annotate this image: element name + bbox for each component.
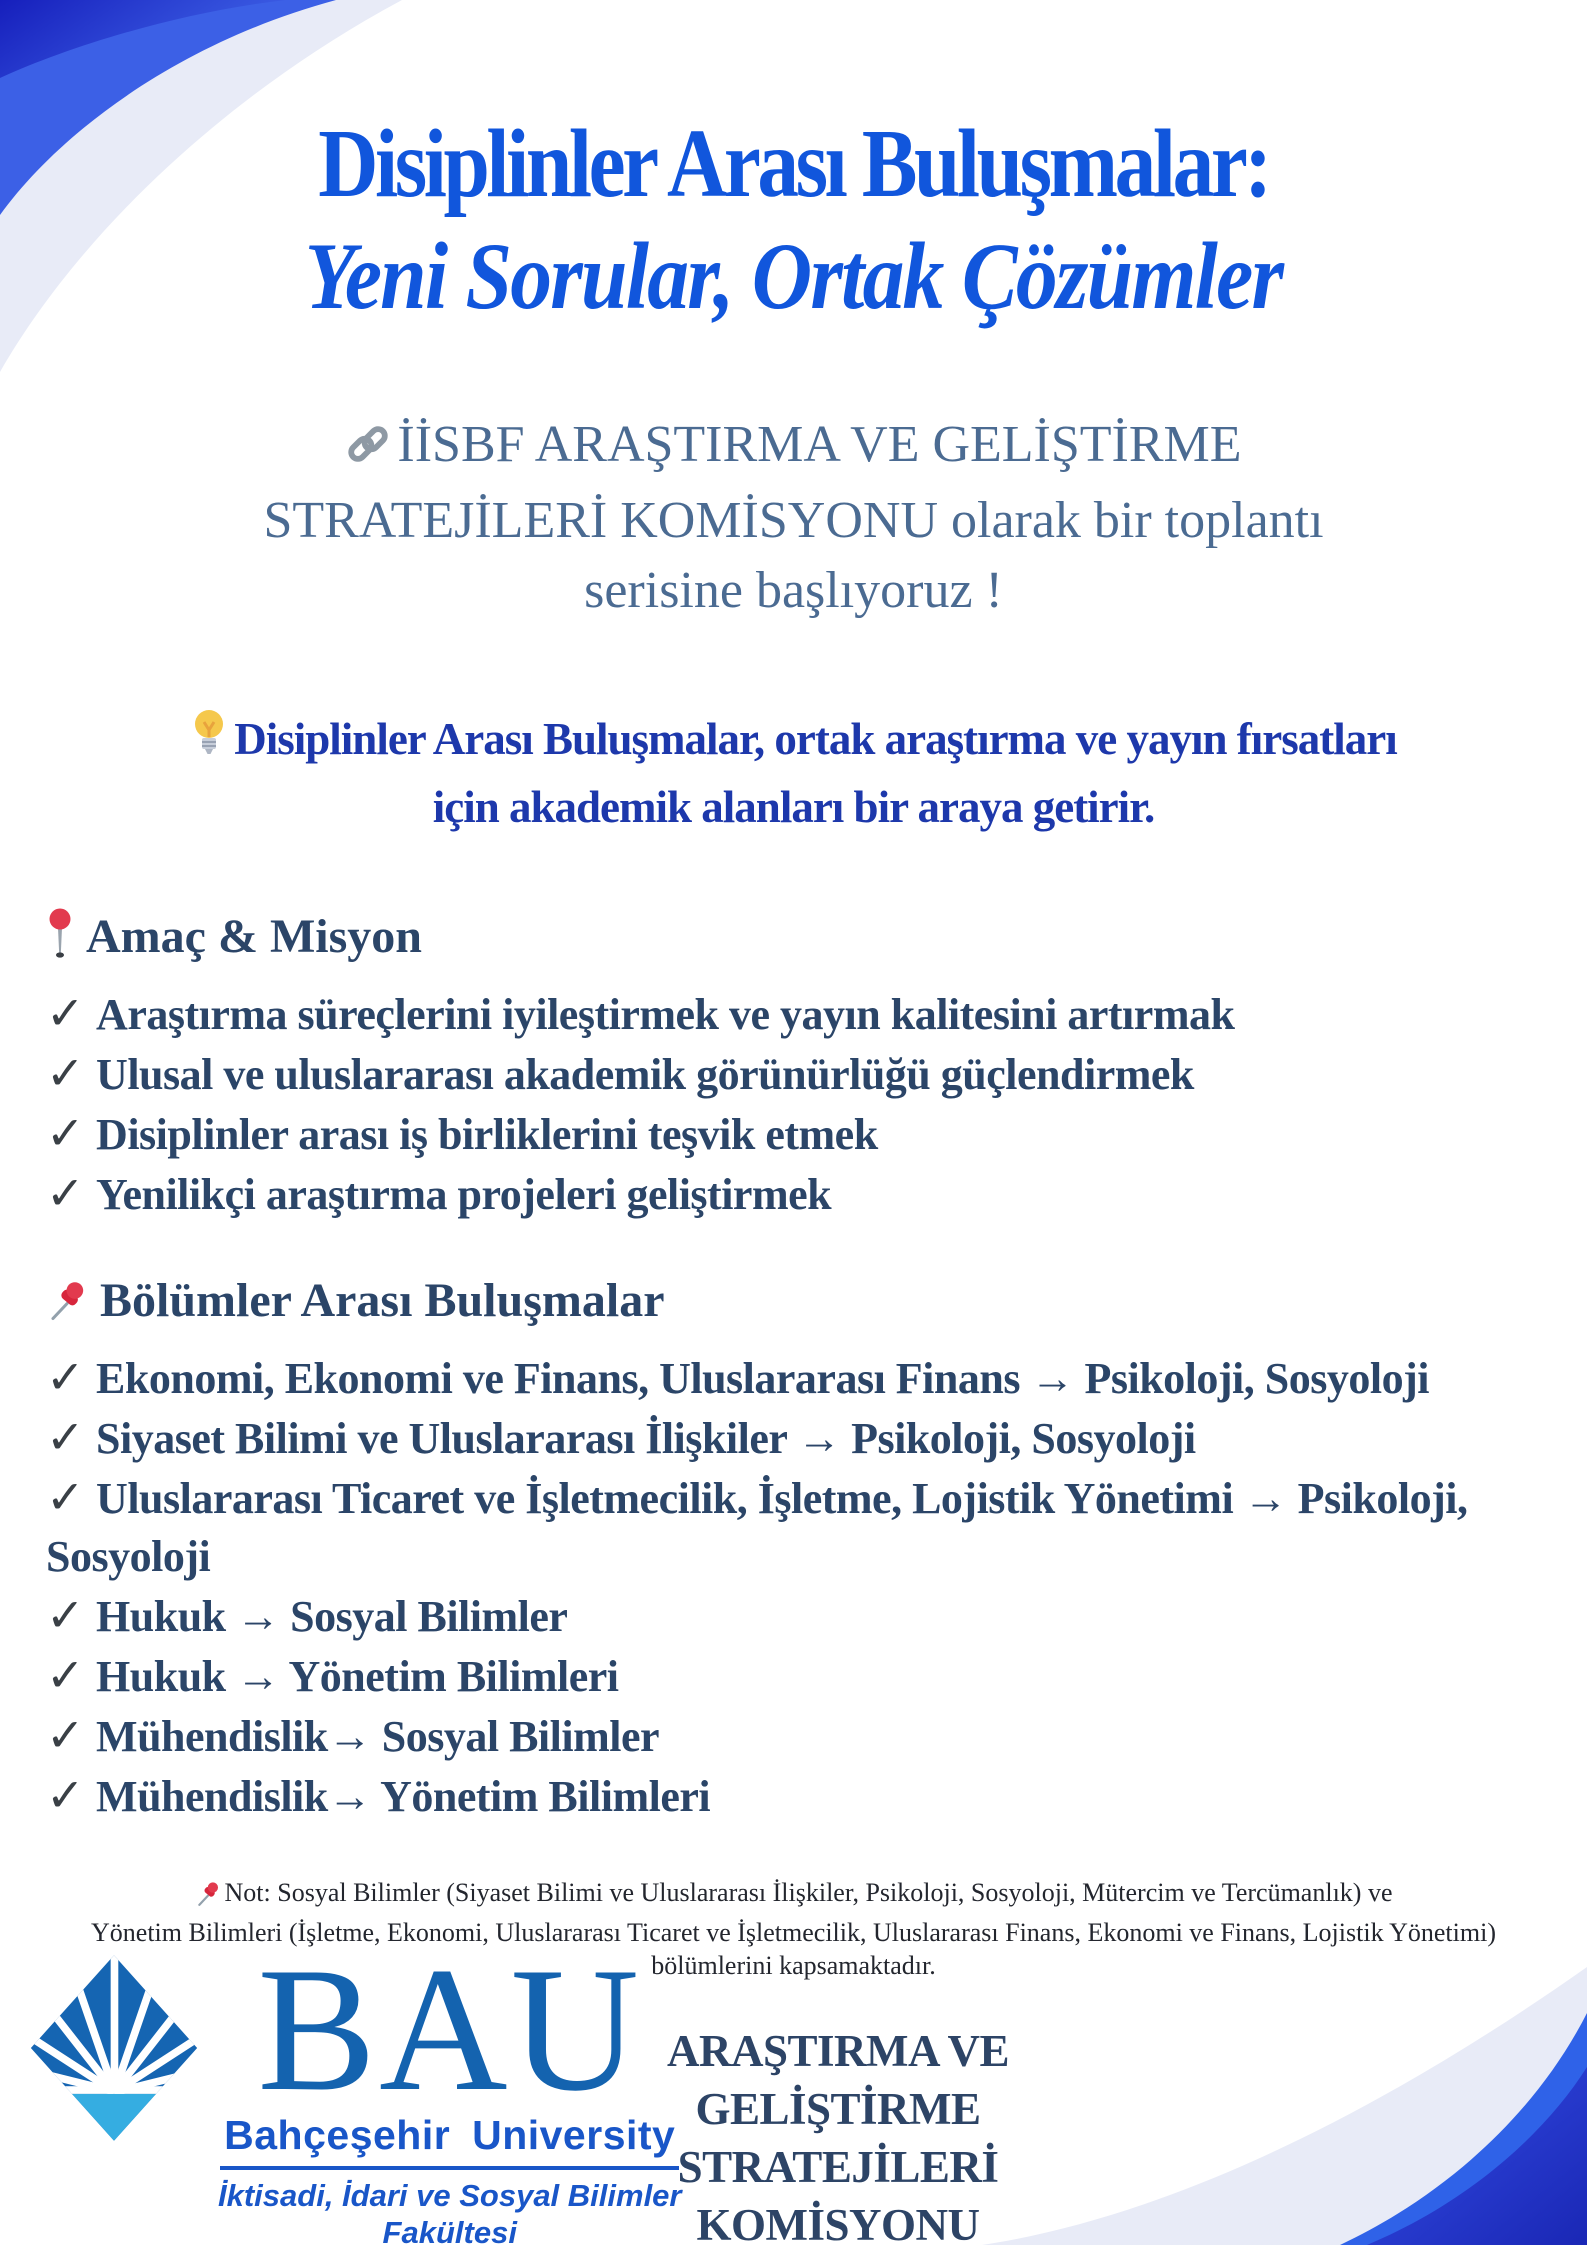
round-pushpin-icon [46, 908, 74, 974]
link-icon [345, 416, 391, 486]
mission-heading-label: Amaç & Misyon [86, 910, 422, 963]
highlight-line-1: Disiplinler Arası Buluşmalar, ortak araştırma ve yayın fırsatları [234, 714, 1397, 764]
meetings-item: ✓ Hukuk → Yönetim Bilimleri [46, 1648, 619, 1702]
meetings-item: ✓ Mühendislik→ Sosyal Bilimler [46, 1708, 660, 1762]
mission-section [46, 908, 1551, 1224]
meetings-heading [46, 1272, 1551, 1338]
intro-line-3: serisine başlıyoruz ! [584, 562, 1003, 619]
mission-item: ✓ Ulusal ve uluslararası akademik görünürlüğü güçlendirmek [46, 1046, 1194, 1100]
mission-item: ✓ Disiplinler arası iş birliklerini teşvik etmek [46, 1106, 878, 1160]
note-line-3: bölümlerini kapsamaktadır. [651, 1951, 936, 1980]
note-line-1: Not: Sosyal Bilimler (Siyaset Bilimi ve Uluslararası İlişkiler, Psikoloji, Sosyoloji, Mütercim ve Tercümanlık) ve [224, 1878, 1393, 1907]
lightbulb-icon [190, 708, 228, 776]
committee-title [598, 2022, 1078, 2245]
check-icon: ✓ [46, 1046, 85, 1100]
bau-acronym: BAU [257, 1930, 643, 2128]
pushpin-icon [46, 1278, 88, 1338]
bau-faculty-name: İktisadi, İdari ve Sosyal Bilimler Fakültesi [218, 2178, 682, 2245]
poster-title-line2: Yeni Sorular, Ortak Çözümler [304, 223, 1283, 329]
check-icon: ✓ [46, 1648, 85, 1702]
note-line-2: Yönetim Bilimleri (İşletme, Ekonomi, Uluslararası Ticaret ve İşletmecilik, Uluslararası Finans, Ekonomi ve Finans, Lojistik Yönetimi) [91, 1918, 1496, 1947]
check-icon: ✓ [46, 986, 85, 1040]
check-icon: ✓ [46, 1410, 85, 1464]
bau-logo [28, 1930, 682, 2245]
intro-line-1: İİSBF ARAŞTIRMA VE GELİŞTİRME [397, 416, 1242, 473]
mission-heading [46, 908, 1551, 974]
check-icon: ✓ [46, 1106, 85, 1160]
mission-item: ✓ Yenilikçi araştırma projeleri geliştirmek [46, 1166, 832, 1220]
check-icon: ✓ [46, 1470, 85, 1524]
meetings-item: ✓ Hukuk → Sosyal Bilimler [46, 1588, 568, 1642]
check-icon: ✓ [46, 1588, 85, 1642]
meetings-heading-label: Bölümler Arası Buluşmalar [100, 1274, 665, 1327]
committee-line-2: STRATEJİLERİ KOMİSYONU [677, 2142, 999, 2245]
pushpin-icon-small [195, 1880, 221, 1916]
check-icon: ✓ [46, 1350, 85, 1404]
check-icon: ✓ [46, 1166, 85, 1220]
meetings-item: ✓ Uluslararası Ticaret ve İşletmecilik, İşletme, Lojistik Yönetimi → Psikoloji, Sosyoloji [46, 1470, 1468, 1581]
mission-item: ✓ Araştırma süreçlerini iyileştirmek ve yayın kalitesini artırmak [46, 986, 1235, 1040]
highlight-line-2: için akademik alanları bir araya getirir. [432, 782, 1155, 832]
check-icon: ✓ [46, 1708, 85, 1762]
highlight-paragraph [0, 708, 1587, 838]
bau-diamond-icon [28, 1950, 200, 2245]
intro-paragraph [0, 410, 1587, 626]
meetings-section [46, 1272, 1551, 1826]
check-icon: ✓ [46, 1768, 85, 1822]
mission-list [46, 984, 1551, 1224]
meetings-item: ✓ Siyaset Bilimi ve Uluslararası İlişkiler → Psikoloji, Sosyoloji [46, 1410, 1196, 1464]
intro-line-2: STRATEJİLERİ KOMİSYONU olarak bir toplantı [263, 492, 1324, 549]
meetings-item: ✓ Mühendislik→ Yönetim Bilimleri [46, 1768, 711, 1822]
bau-university-name: Bahçeşehir University [220, 2110, 679, 2170]
meetings-item: ✓ Ekonomi, Ekonomi ve Finans, Uluslararası Finans → Psikoloji, Sosyoloji [46, 1350, 1429, 1404]
committee-line-1: ARAŞTIRMA VE GELİŞTİRME [667, 2026, 1009, 2134]
meetings-list [46, 1348, 1551, 1826]
poster-title-line1: Disiplinler Arası Buluşmalar: [318, 110, 1269, 218]
